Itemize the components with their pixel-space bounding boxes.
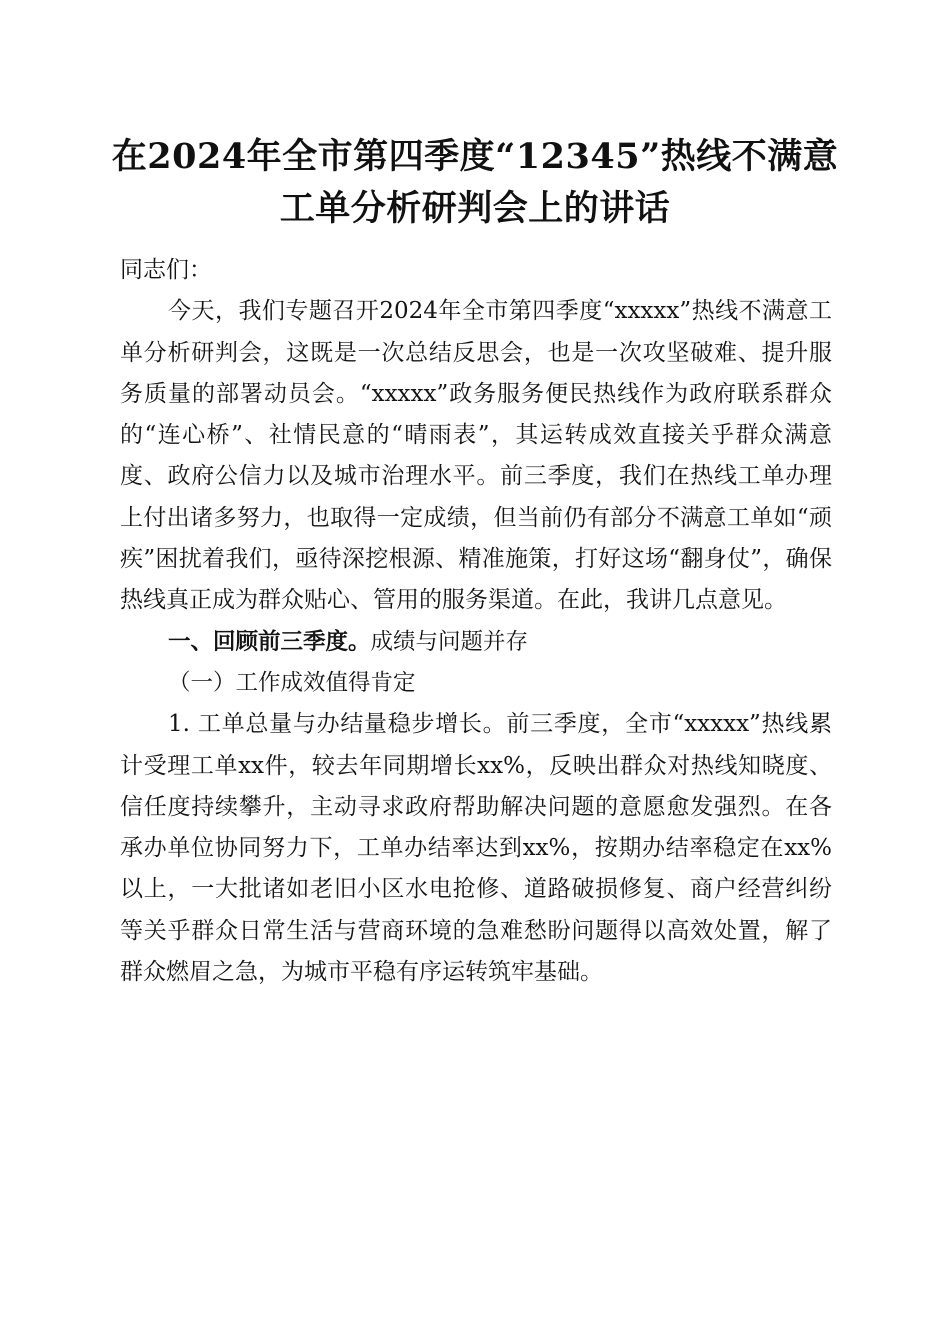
section-heading-1-rest: 成绩与问题并存 xyxy=(370,628,529,655)
section-heading-1-bold: 一、回顾前三季度。 xyxy=(168,628,371,655)
point-1-paragraph: 1. 工单总量与办结量稳步增长。前三季度，全市“xxxxx”热线累计受理工单xx件，较去年同期增长xx%，反映出群众对热线知晓度、信任度持续攀升，主动寻求政府帮助解决问题的意愿愈发强烈。在各承办单位协同努力下，工单办结率达到xx%，按期办结率稳定在xx%以上，一大批诸如老旧小区水电抢修、道路破损修复、商户经营纠纷等关乎群众日常生活与营商环境的急难愁盼问题得以高效处置，解了群众燃眉之急，为城市平稳有序运转筑牢基础。 xyxy=(120,711,832,986)
document-title xyxy=(90,131,860,235)
document-body xyxy=(120,250,832,993)
subsection-heading-1: （一）工作成效值得肯定 xyxy=(168,669,416,696)
title-line-1: 在2024年全市第四季度“12345”热线不满意 xyxy=(111,136,839,177)
intro-paragraph: 今天，我们专题召开2024年全市第四季度“xxxxx”热线不满意工单分析研判会，这既是一次总结反思会，也是一次攻坚破难、提升服务质量的部署动员会。“xxxxx”政务服务便民热线作为政府联系群众的“连心桥”、社情民意的“晴雨表”，其运转成效直接关乎群众满意度、政府公信力以及城市治理水平。前三季度，我们在热线工单办理上付出诸多努力，也取得一定成绩，但当前仍有部分不满意工单如“顽疾”困扰着我们，亟待深挖根源、精准施策，打好这场“翻身仗”，确保热线真正成为群众贴心、管用的服务渠道。在此，我讲几点意见。 xyxy=(120,298,832,614)
salutation: 同志们： xyxy=(120,257,212,283)
title-line-2: 工单分析研判会上的讲话 xyxy=(279,188,671,229)
section-heading-1 xyxy=(120,622,832,663)
